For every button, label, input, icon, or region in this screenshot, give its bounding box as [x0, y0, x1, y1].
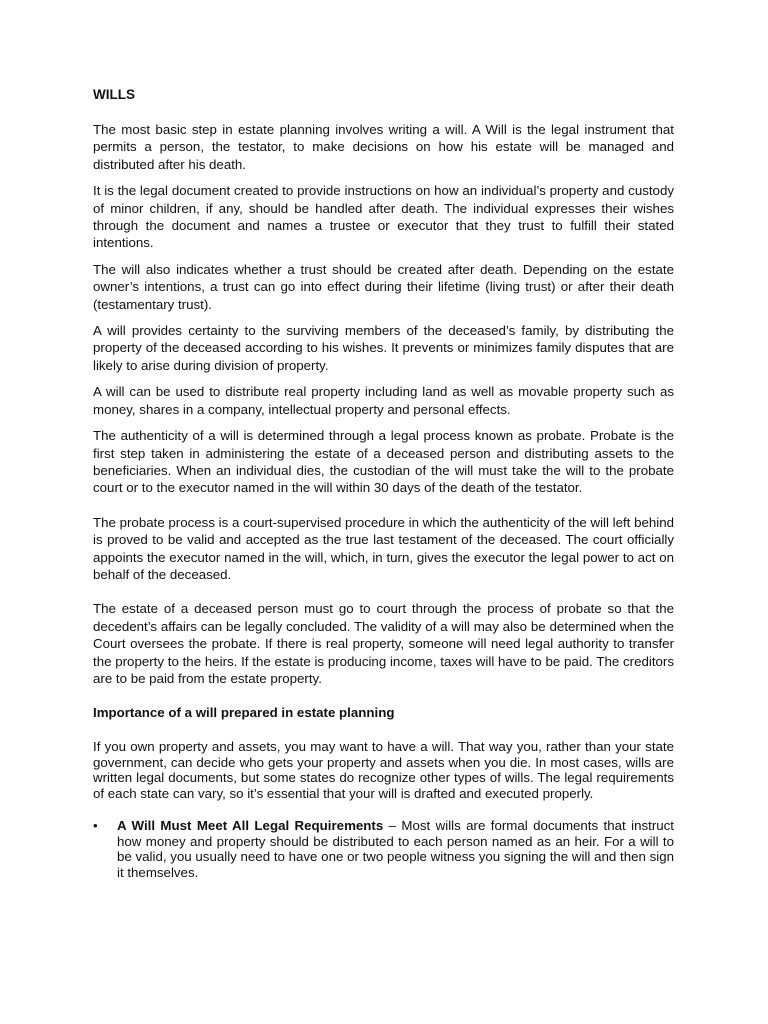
document-title: WILLS [93, 87, 135, 102]
paragraph: The estate of a deceased person must go to court through the process of probate so that the decedent’s affairs can be legally concluded. The validity of a will may also be determined when the Court oversees the probate. If there is real property, someone will need legal authority to transfer the property to the heirs. If the estate is producing income, taxes will have to be paid. The creditors are to be paid from the estate property. [93, 601, 674, 686]
paragraph: The will also indicates whether a trust should be created after death. Depending on the estate owner’s intentions, a trust can go into effect during their lifetime (living trust) or after their death (testamentary trust). [93, 261, 674, 312]
paragraph: The authenticity of a will is determined through a legal process known as probate. Probate is the first step taken in administering the estate of a deceased person and distributing assets to the beneficiaries. When an individual dies, the custodian of the will must take the will to the probate court or to the executor named in the will within 30 days of the death of the testator. [93, 428, 674, 496]
paragraph: The most basic step in estate planning involves writing a will. A Will is the legal instrument that permits a person, the testator, to make decisions on how his estate will be managed and distributed after his death. [93, 122, 674, 172]
bullet-text: – Most wills are formal documents that instruct how money and property should be distributed to each person named as an heir. For a will to be valid, you usually need to have one or two people witness you signing the will and then sign it themselves. [117, 818, 674, 880]
paragraph: A will provides certainty to the surviving members of the deceased’s family, by distributing the property of the deceased according to his wishes. It prevents or minimizes family disputes that are likely to arise during division of property. [93, 323, 674, 373]
paragraph: A will can be used to distribute real property including land as well as movable property such as money, shares in a company, intellectual property and personal effects. [93, 384, 674, 417]
bullet-item [93, 818, 674, 880]
paragraph: It is the legal document created to provide instructions on how an individual’s property and custody of minor children, if any, should be handled after death. The individual expresses their wishes through the document and names a trustee or executor that they trust to fulfill their stated intentions. [93, 183, 674, 251]
section-intro: If you own property and assets, you may want to have a will. That way you, rather than your state government, can decide who gets your property and assets when you die. In most cases, wills are written legal documents, but some states do recognize other types of wills. The legal requirements of each state can vary, so it’s essential that your will is drafted and executed properly. [93, 739, 674, 801]
paragraph: The probate process is a court-supervised procedure in which the authenticity of the will left behind is proved to be valid and accepted as the true last testament of the deceased. The court officially appoints the executor named in the will, which, in turn, gives the executor the legal power to act on behalf of the deceased. [93, 514, 674, 582]
bullet-list [93, 818, 674, 880]
document-page [93, 86, 674, 880]
bullet-title: A Will Must Meet All Legal Requirements [117, 818, 384, 834]
bullet-icon: • [93, 818, 98, 834]
section-heading: Importance of a will prepared in estate planning [93, 705, 395, 721]
